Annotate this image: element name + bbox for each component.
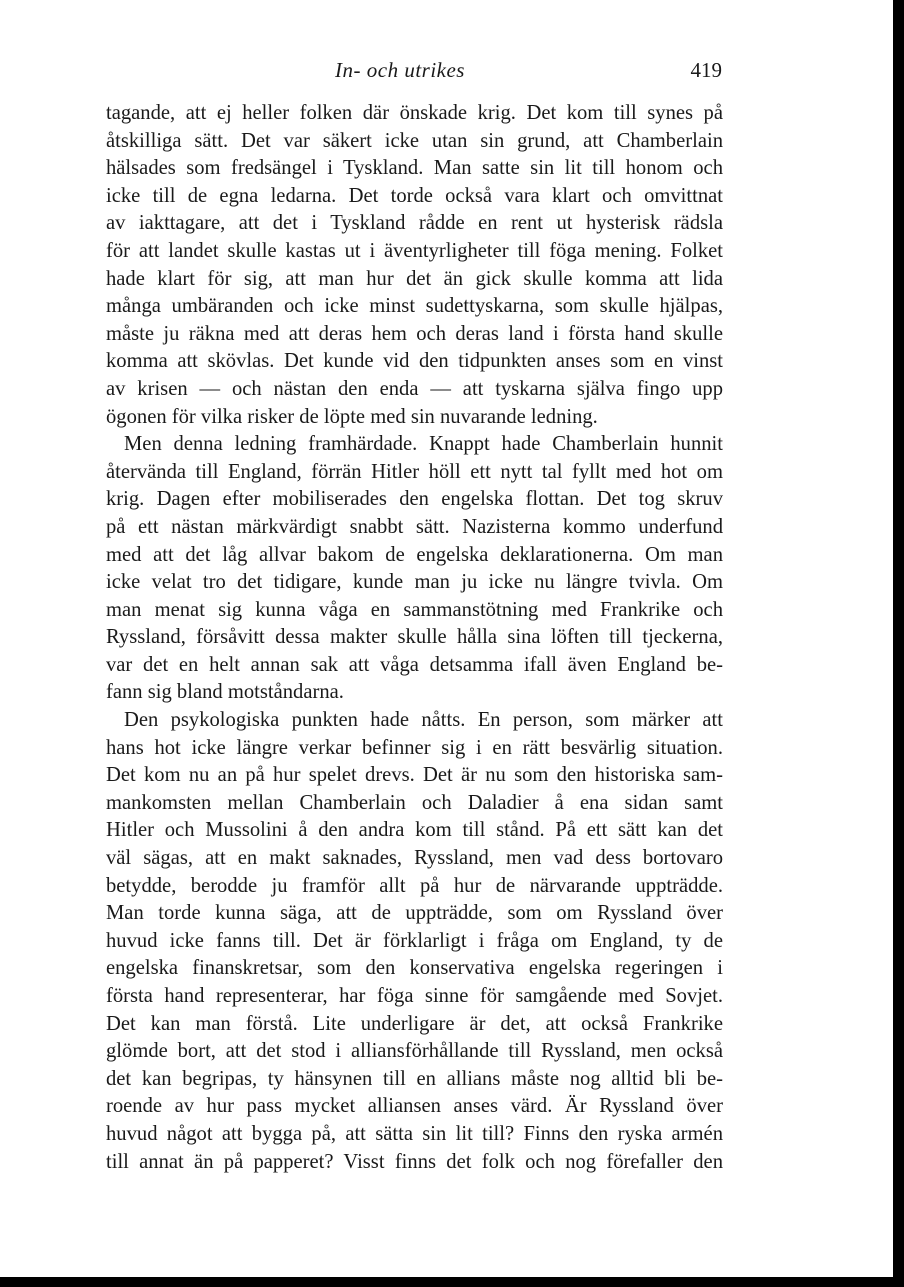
paragraph: [106, 100, 723, 431]
text-line: mankomsten mellan Chamberlain och Daladier å ena sidan samt: [106, 791, 723, 814]
text-line: det kan begripas, ty hänsynen till en allians måste nog alltid bli be-: [106, 1067, 723, 1090]
text-line: hade klart för sig, att man hur det än gick skulle komma att lida: [106, 267, 723, 290]
paragraph: [106, 707, 723, 1176]
text-line: Det kom nu an på hur spelet drevs. Det är nu som den historiska sam-: [106, 764, 723, 787]
text-line: roende av hur pass mycket alliansen anses värd. Är Ryssland över: [106, 1095, 723, 1118]
text-line: ögonen för vilka risker de löpte med sin nuvarande ledning.: [106, 405, 598, 428]
text-line: huvud något att bygga på, att sätta sin lit till? Finns den ryska armén: [106, 1122, 723, 1145]
text-line: många umbäranden och icke minst sudettyskarna, som skulle hjälpas,: [106, 295, 723, 318]
scan-border-right: [893, 0, 904, 1287]
text-line: man menat sig kunna våga en sammanstötning med Frankrike och: [106, 598, 723, 621]
text-line: Det kan man förstå. Lite underligare är det, att också Frankrike: [106, 1012, 723, 1035]
text-line: av iakttagare, att det i Tyskland rådde en rent ut hysterisk rädsla: [106, 212, 723, 235]
text-line: måste ju räkna med att deras hem och deras land i första hand skulle: [106, 322, 723, 345]
text-line: fann sig bland motståndarna.: [106, 681, 344, 704]
text-line: hans hot icke längre verkar befinner sig i en rätt besvärlig situation.: [106, 736, 723, 759]
text-line: på ett nästan märkvärdigt snabbt sätt. Nazisterna kommo underfund: [106, 515, 723, 538]
page-number: 419: [690, 58, 722, 82]
text-line: engelska finanskretsar, som den konservativa engelska regeringen i: [106, 957, 723, 980]
scan-border-bottom: [0, 1277, 904, 1287]
text-line: till annat än på papperet? Visst finns det folk och nog förefaller den: [106, 1150, 723, 1173]
text-line: icke till de egna ledarna. Det torde också vara klart och omvittnat: [106, 184, 723, 207]
text-line: för att landet skulle kastas ut i äventyrligheter till föga mening. Folket: [106, 239, 723, 262]
text-line: med att det låg allvar bakom de engelska deklarationerna. Om man: [106, 543, 723, 566]
text-line: åtskilliga sätt. Det var säkert icke utan sin grund, att Chamberlain: [106, 129, 723, 152]
text-line: återvända till England, förrän Hitler höll ett nytt tal fyllt med hot om: [106, 460, 723, 483]
text-line: betydde, berodde ju framför allt på hur de närvarande uppträdde.: [106, 874, 723, 897]
text-line: Ryssland, försåvitt dessa makter skulle hålla sina löften till tjeckerna,: [106, 626, 723, 649]
text-line: krig. Dagen efter mobiliserades den engelska flottan. Det tog skruv: [106, 488, 723, 511]
text-line: Man torde kunna säga, att de uppträdde, som om Ryssland över: [106, 902, 723, 925]
body-text: [106, 100, 723, 1176]
text-line: komma att skövlas. Det kunde vid den tidpunkten anses som en vinst: [106, 350, 723, 373]
paragraph: [106, 431, 723, 707]
text-line: huvud icke fanns till. Det är förklarligt i fråga om England, ty de: [106, 929, 723, 952]
text-line: var det en helt annan sak att våga detsamma ifall även England be-: [106, 653, 723, 676]
text-line: Men denna ledning framhärdade. Knappt hade Chamberlain hunnit: [124, 433, 723, 456]
running-title: In- och utrikes: [335, 58, 465, 82]
text-line: icke velat tro det tidigare, kunde man ju icke nu längre tvivla. Om: [106, 571, 723, 594]
text-line: Hitler och Mussolini å den andra kom till stånd. På ett sätt kan det: [106, 819, 723, 842]
text-line: väl sägas, att en makt saknades, Ryssland, men vad dess bortovaro: [106, 847, 723, 870]
text-line: glömde bort, att det stod i alliansförhållande till Ryssland, men också: [106, 1040, 723, 1063]
text-line: hälsades som fredsängel i Tyskland. Man satte sin lit till honom och: [106, 157, 723, 180]
text-line: Den psykologiska punkten hade nåtts. En person, som märker att: [124, 709, 723, 732]
text-line: tagande, att ej heller folken där önskade krig. Det kom till synes på: [106, 102, 723, 124]
text-line: första hand representerar, har föga sinne för samgående med Sovjet.: [106, 985, 723, 1007]
text-line: av krisen — och nästan den enda — att tyskarna själva fingo upp: [106, 377, 723, 400]
